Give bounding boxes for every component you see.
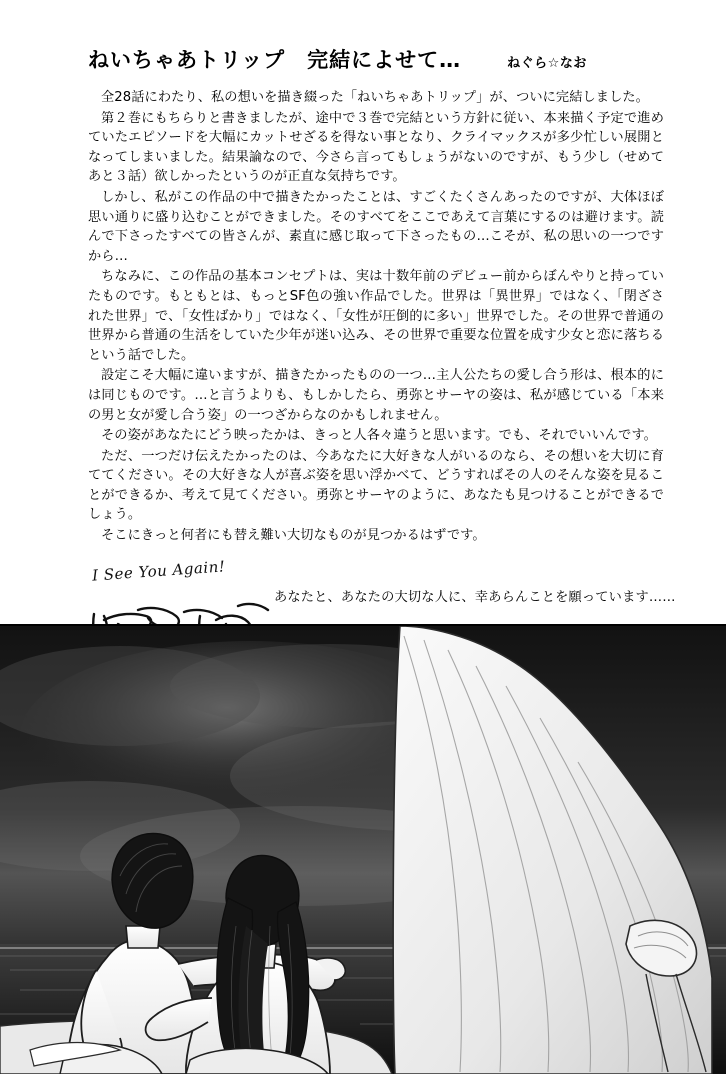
signature-english: I See You Again! (91, 557, 226, 585)
paragraph: しかし、私がこの作品の中で描きたかったことは、すごくたくさんあったのですが、大体ほぼ思い通りに盛り込むことができました。そのすべてをここであえて言葉にするのは避けます。読んで下さったすべての皆さんが、素直に感じ取って下さったもの…こそが、私の思いの一つですから… (88, 189, 664, 264)
closing-line: あなたと、あなたの大切な人に、幸あらんことを願っています…… (274, 589, 676, 605)
paragraph: ちなみに、この作品の基本コンセプトは、実は十数年前のデビュー前からぼんやりと持っていたものです。もともとは、もっとSF色の強い作品でした。世界は「異世界」ではなく、「閉ざされた世界」で、「女性ばかり」ではなく、「女性が圧倒的に多い」世界でした。その世界で普通の世界から普通の生活をしていた少年が迷い込み、その世界で重要な位置を成す少女と恋に落ちるという話でした。 (88, 269, 664, 363)
paragraph: 設定こそ大幅に違いますが、描きたかったものの一つ…主人公たちの愛し合う形は、根本的には同じものです。…と言うよりも、もしかしたら、勇弥とサーヤの姿は、私が感じている「本来の男と女が愛し合う姿」の一つざからなのかもしれません。 (88, 368, 664, 423)
paragraph: その姿があなたにどう映ったかは、きっと人各々違うと思います。でも、それでいいんです。 (101, 428, 657, 444)
paragraph: ただ、一つだけ伝えたかったのは、今あなたに大好きな人がいるのなら、その想いを大切に育ててください。その大好きな人が喜ぶ姿を思い浮かべて、どうすればその人のそんな姿を見ることができるか、考えて見てください。勇弥とサーヤのように、あなたも見つけることができるでしょう。 (88, 448, 664, 523)
illustration-panel (0, 626, 726, 1074)
author-name: ねぐら☆なお (507, 56, 587, 71)
title-row (88, 44, 664, 74)
paragraph: そこにきっと何者にも替え難い大切なものが見つかるはずです。 (101, 528, 486, 544)
manga-illustration (0, 626, 726, 1074)
paragraph: 第２巻にもちらりと書きましたが、途中で３巻で完結という方針に従い、本来描く予定で進めていたエピソードを大幅にカットせざるを得ない事となり、クライマックスが多少忙しい展開となってしまいました。結果論なので、今さら言ってもしょうがないのですが、もう少し（せめてあと３話）欲しかったというのが正直な気持ちです。 (88, 110, 664, 185)
paragraph: 全28話にわたり、私の想いを描き綴った「ねいちゃあトリップ」が、ついに完結しました。 (101, 90, 649, 105)
body-text (88, 88, 664, 546)
page-title: ねいちゃあトリップ 完結によせて… (88, 48, 462, 72)
